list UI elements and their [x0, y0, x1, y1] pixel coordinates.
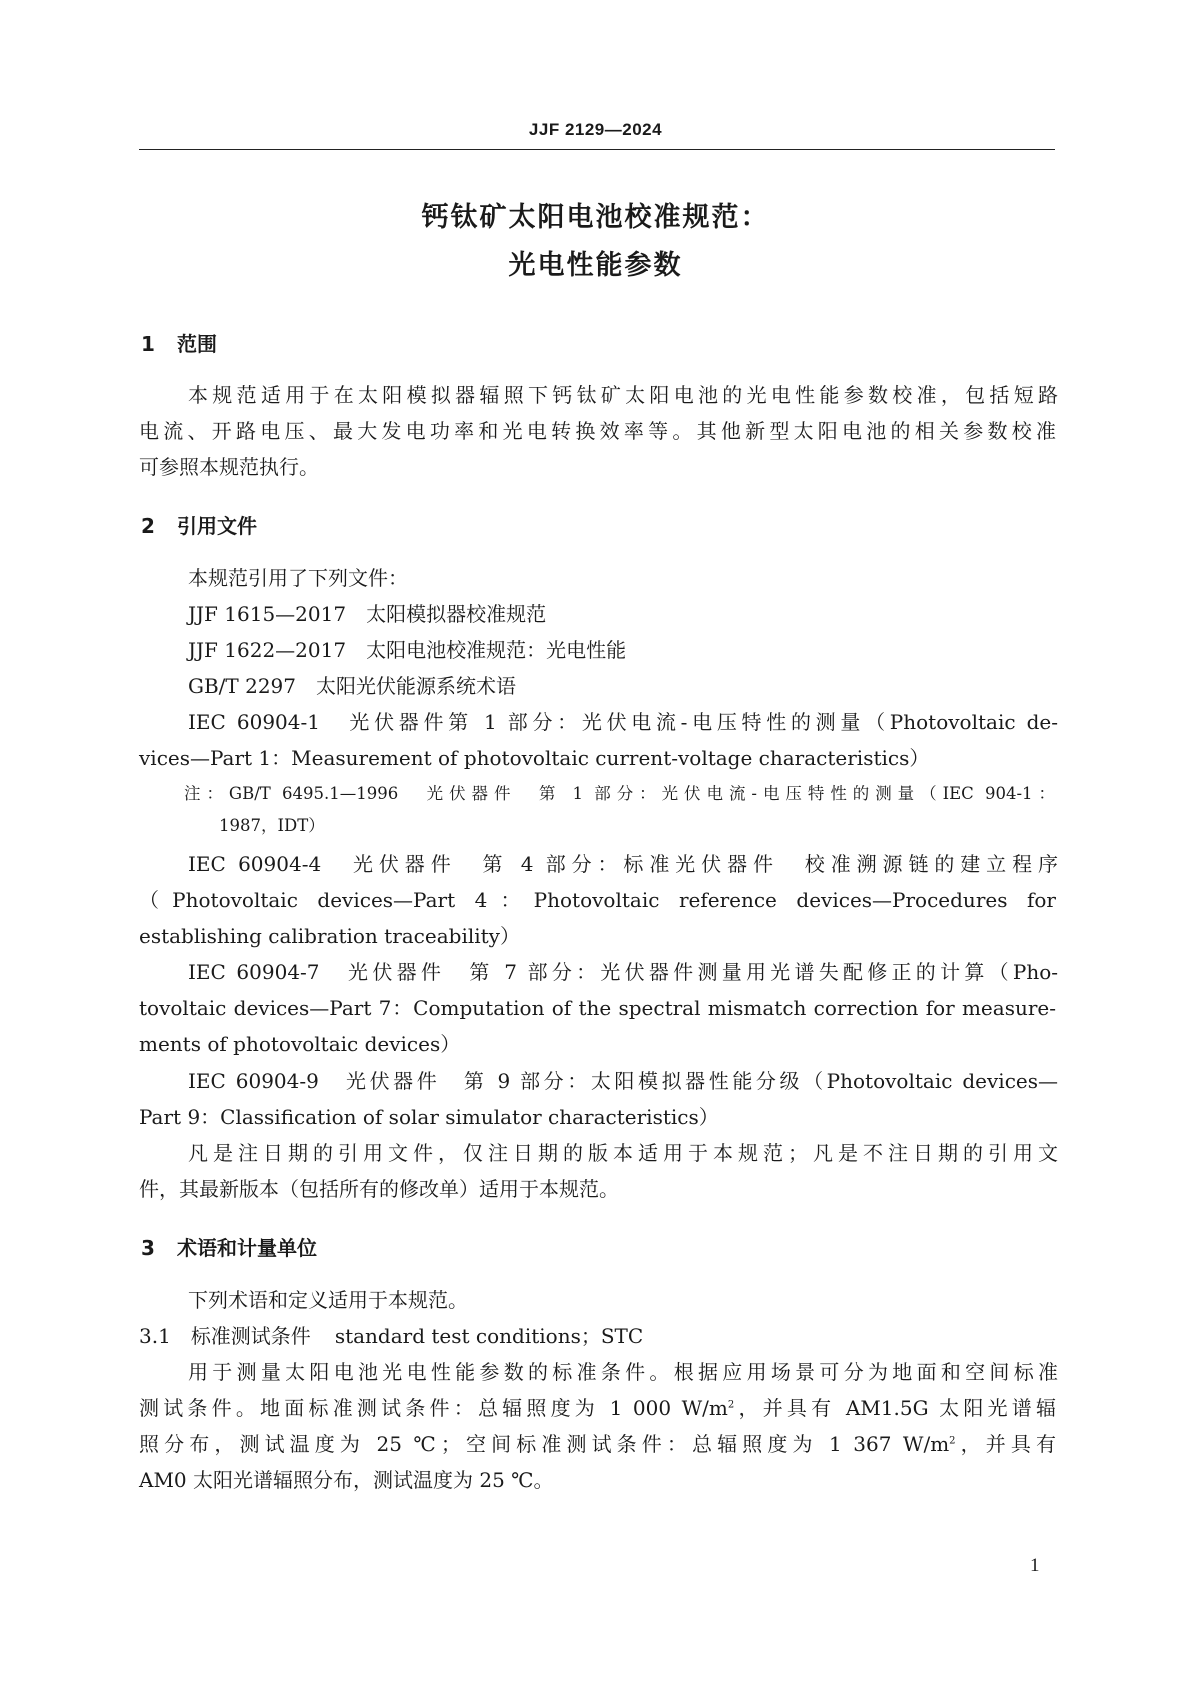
reference-item-continued: Part 9：Classification of solar simulator characteristics）	[139, 1105, 719, 1129]
reference-item: IEC 60904-1 光伏器件第 1 部分：光伏电流-电压特性的测量（Photovoltaic de-	[188, 710, 1058, 734]
section-title: 范围	[177, 332, 217, 356]
term-chinese: 标准测试条件	[190, 1324, 311, 1348]
term-definition-line: 用于测量太阳电池光电性能参数的标准条件。根据应用场景可分为地面和空间标准	[188, 1360, 1058, 1384]
standard-code: JJF 2129—2024	[528, 120, 663, 139]
term-english: standard test conditions；STC	[334, 1324, 644, 1348]
terms-intro: 下列术语和定义适用于本规范。	[188, 1288, 468, 1312]
section-2-heading	[141, 510, 257, 539]
reference-item-continued: （Photovoltaic devices—Part 4：Photovoltaic reference devices—Procedures for	[139, 888, 1056, 912]
section-1-para-line: 可参照本规范执行。	[139, 455, 319, 479]
superscript-2: 2	[949, 1435, 956, 1447]
section-1-para-line: 电流、开路电压、最大发电功率和光电转换效率等。其他新型太阳电池的相关参数校准	[139, 419, 1056, 443]
reference-item-continued: vices—Part 1：Measurement of photovoltaic current-voltage characteristics）	[139, 746, 930, 770]
reference-item: IEC 60904-4 光伏器件 第 4 部分：标准光伏器件 校准溯源链的建立程序	[188, 852, 1058, 876]
definition-text: ，并具有 AM1.5G 太阳光谱辐	[734, 1396, 1057, 1420]
definition-text: 测试条件。地面标准测试条件：总辐照度为 1 000 W/m	[139, 1396, 728, 1420]
term-entry	[139, 1320, 643, 1349]
page-number: 1	[1030, 1555, 1040, 1576]
reference-item: JJF 1615—2017 太阳模拟器校准规范	[188, 602, 547, 626]
superscript-2: 2	[727, 1399, 735, 1411]
reference-item-continued: establishing calibration traceability）	[139, 924, 520, 948]
term-definition-line	[139, 1392, 1056, 1421]
definition-text: 照分布，测试温度为 25 ℃；空间标准测试条件：总辐照度为 1 367 W/m	[139, 1432, 950, 1456]
term-definition-line	[139, 1428, 1056, 1457]
reference-item-continued: tovoltaic devices—Part 7：Computation of the spectral mismatch correction for measure-	[139, 996, 1056, 1020]
header-rule	[139, 149, 1055, 150]
reference-item: IEC 60904-7 光伏器件 第 7 部分：光伏器件测量用光谱失配修正的计算（Pho-	[188, 960, 1058, 984]
term-definition-line: AM0 太阳光谱辐照分布，测试温度为 25 ℃。	[139, 1468, 554, 1492]
term-number: 3.1	[139, 1324, 171, 1348]
reference-item: GB/T 2297 太阳光伏能源系统术语	[188, 674, 517, 698]
reference-item: JJF 1622—2017 太阳电池校准规范：光电性能	[188, 638, 627, 662]
references-closing: 凡是注日期的引用文件，仅注日期的版本适用于本规范；凡是不注日期的引用文	[188, 1141, 1058, 1165]
references-intro: 本规范引用了下列文件：	[188, 566, 408, 590]
section-title: 引用文件	[177, 514, 257, 538]
reference-note-continued: 1987，IDT）	[219, 816, 325, 835]
title-line-1: 钙钛矿太阳电池校准规范：	[421, 202, 770, 233]
title-line-2: 光电性能参数	[508, 250, 683, 281]
definition-text: ，并具有	[955, 1432, 1056, 1456]
reference-note: 注：GB/T 6495.1—1996 光伏器件 第 1 部分：光伏电流-电压特性的测量（IEC 904-1：	[184, 784, 1055, 803]
reference-item-continued: ments of photovoltaic devices）	[139, 1032, 461, 1056]
section-1-heading	[141, 328, 217, 357]
section-title: 术语和计量单位	[177, 1236, 317, 1260]
section-3-heading	[141, 1232, 317, 1261]
reference-item: IEC 60904-9 光伏器件 第 9 部分：太阳模拟器性能分级（Photovoltaic devices—	[188, 1069, 1058, 1093]
section-number: 1	[141, 332, 155, 356]
section-number: 3	[141, 1236, 155, 1260]
references-closing: 件，其最新版本（包括所有的修改单）适用于本规范。	[139, 1177, 619, 1201]
section-number: 2	[141, 514, 155, 538]
section-1-para-line: 本规范适用于在太阳模拟器辐照下钙钛矿太阳电池的光电性能参数校准，包括短路	[188, 383, 1058, 407]
